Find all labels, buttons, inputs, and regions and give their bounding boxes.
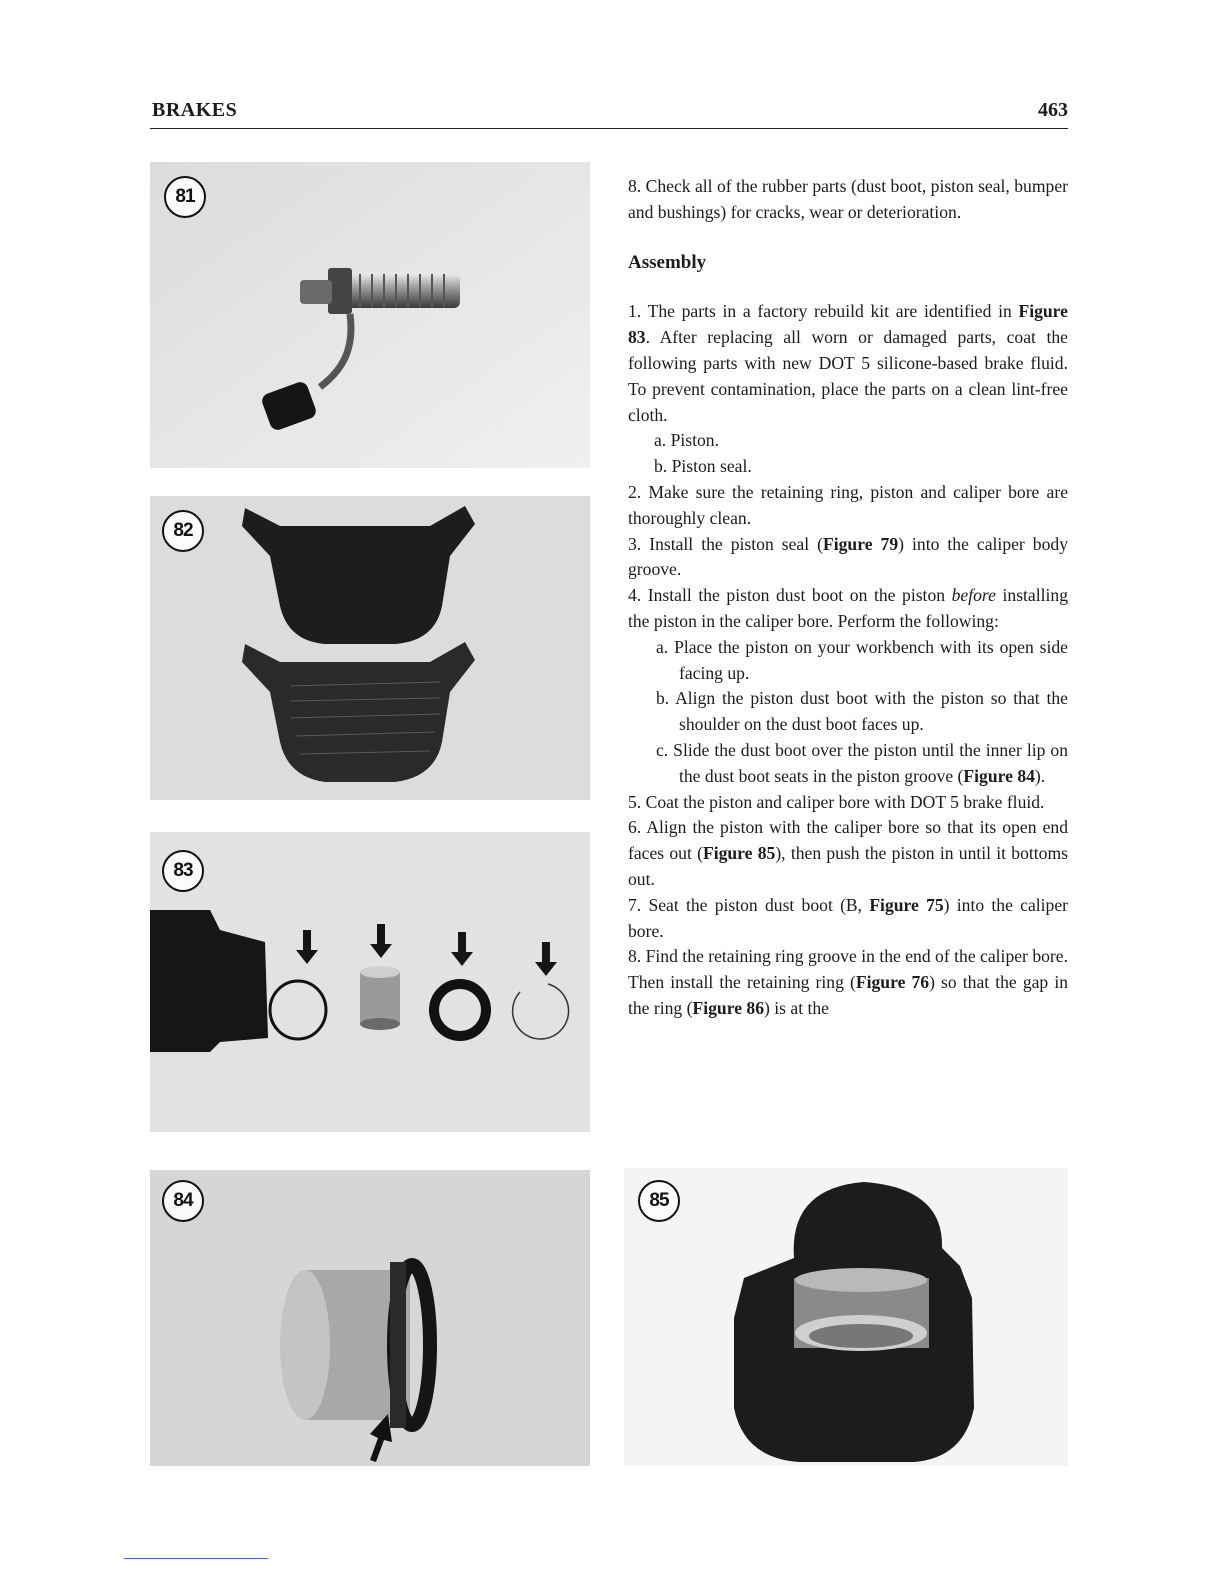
figure-ref-85[interactable]: Figure 85 — [702, 843, 776, 864]
figure-85-label: 85 — [638, 1180, 680, 1222]
caliper-piston-installed-photo-icon — [624, 1168, 1068, 1466]
step-4-item-c: c. Slide the dust boot over the piston until the inner lip on the dust boot seats in the piston groove (Figure 84). — [656, 739, 1068, 786]
procedure-text-column — [628, 174, 1068, 1022]
paragraph-check-rubber-parts: 8. Check all of the rubber parts (dust boot, piston seal, bumper and bushings) for cracks, wear or deterioration. — [628, 176, 1068, 222]
step-7: 7. Seat the piston dust boot (B, Figure 75) into the caliper bore. — [628, 894, 1068, 941]
step-4-item-b: b. Align the piston dust boot with the piston so that the shoulder on the dust boot faces up. — [656, 688, 1068, 735]
figure-ref-75[interactable]: Figure 75 — [869, 894, 944, 915]
brake-pads-photo-icon — [150, 496, 590, 800]
figure-85 — [624, 1168, 1068, 1466]
figure-83 — [150, 832, 590, 1132]
figure-83-label: 83 — [162, 850, 204, 892]
step-3: 3. Install the piston seal (Figure 79) into the caliper body groove. — [628, 533, 1068, 580]
step-4: 4. Install the piston dust boot on the piston before installing the piston in the caliper bore. Perform the following: — [628, 585, 1068, 631]
step-1-item-b: b. Piston seal. — [654, 456, 752, 477]
step-8: 8. Find the retaining ring groove in the end of the caliper bore. Then install the retaining ring (Figure 76) so that the gap in the ring (Figure 86) is at the — [628, 946, 1069, 1018]
rebuild-kit-parts-photo-icon — [150, 832, 590, 1132]
figure-82 — [150, 496, 590, 800]
figure-82-label: 82 — [162, 510, 204, 552]
figure-81 — [150, 162, 590, 468]
figure-ref-79[interactable]: Figure 79 — [823, 533, 899, 554]
figure-84-label: 84 — [162, 1180, 204, 1222]
bottom-link-underline — [124, 1558, 268, 1559]
figure-ref-76[interactable]: Figure 76 — [855, 972, 930, 993]
piston-dust-boot-photo-icon — [150, 1170, 590, 1466]
step-2: 2. Make sure the retaining ring, piston and caliper bore are thoroughly clean. — [628, 481, 1068, 528]
brake-light-switch-photo-icon — [150, 162, 590, 468]
figure-ref-86[interactable]: Figure 86 — [692, 997, 765, 1018]
figure-ref-84[interactable]: Figure 84 — [963, 765, 1035, 786]
section-heading-assembly: Assembly — [628, 251, 707, 273]
step-1: 1. The parts in a factory rebuild kit are identified in Figure 83. After replacing all worn or damaged parts, coat the following parts with new DOT 5 silicone-based brake fluid. To prevent contamination, place the parts on a clean lint-free cloth. — [628, 301, 1068, 425]
figure-81-label: 81 — [164, 176, 206, 218]
figure-84 — [150, 1170, 590, 1466]
header-rule — [150, 128, 1068, 129]
step-5: 5. Coat the piston and caliper bore with DOT 5 brake fluid. — [628, 791, 1045, 812]
running-header-title: BRAKES — [152, 99, 238, 121]
page-number: 463 — [1038, 99, 1068, 121]
step-1-item-a: a. Piston. — [654, 430, 720, 451]
step-6: 6. Align the piston with the caliper bore so that its open end faces out (Figure 85), then push the piston in until it bottoms out. — [628, 817, 1068, 889]
step-4-item-a: a. Place the piston on your workbench with its open side facing up. — [656, 636, 1068, 683]
figure-ref-83[interactable]: Figure 83 — [628, 301, 1068, 348]
